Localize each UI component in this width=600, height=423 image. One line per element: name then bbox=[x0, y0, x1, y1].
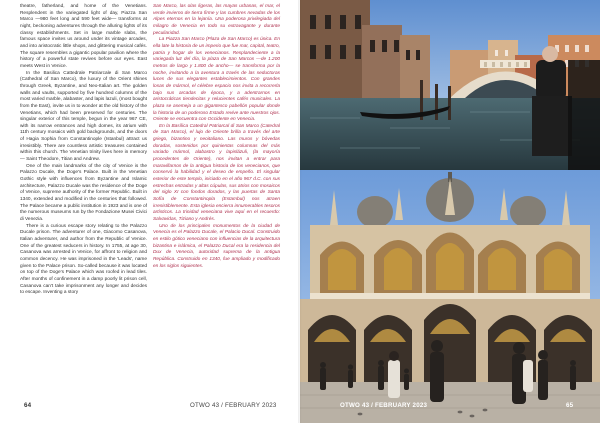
paragraph: La Piazza San Marco (Plaza de San Marco) es única. En ella late la historia de un imperio que fue mar, capital, teatro, patria y hogar de los venecianos. Resplandeciente a la variegada luz del día, la plaza de San Marcos —de 1.200 metros de largo y 1.800 de ancho— se transforma por la noche, invitando a la aventura a través de las seductoras luces de sus elegantes establecimientos. Con grandes losas de mármol, el célebre espacio nos invita a recorrerla bajo sus arcadas de época, y a adentrarnos en aristocráticas tiendecitas y relucientes cafés musicales. La plaza se asemeja a un gigantesco pabellón popular donde la historia de un poderoso Estado revive ante nuestros ojos. Oriente se encuentra con Occidente en Venecia. bbox=[153, 37, 281, 123]
paragraph: There is a curious escape story relating to the Palazzo Ducale prison. The adventurer of one, Giacomo Casanova, Italian adventurer, and author from the Republic of Venice. One of the greatest seducers in history. In 1755, at age 30, Casanova was arrested in Venice, for affront to religion and common decency. He was imprisoned in the 'Leads', name given to the Palace prison. So-called because it was located on top of the Doge's Palace which was roofed in lead tiles. After months of confinement in a damp poorly lit prison cell, Casanova can't take imprisonment any longer and decides to escape. Inventing a story bbox=[20, 223, 147, 296]
magazine-issue-right: OTWO 43 / FEBRUARY 2023 bbox=[340, 402, 428, 409]
right-page bbox=[300, 0, 600, 423]
magazine-issue-left: OTWO 43 / FEBRUARY 2023 bbox=[190, 402, 277, 409]
paragraph: theatre, fatherland, and home of the Venetians. Resplendent in the variegated light of day, Piazza San Marco —980 feet long and 590 feet wide— transforms at night, beckoning adventures through the alluring lights of its classy establishments. Set in large marble slabs, the famous space invites us around under its vintage arcades, and into aristocratic little shops, and glittering musical cafés. The square resembles a gigantic popular pavilion where the history of a powerful state revives before our eyes. East meets West in Venice. bbox=[20, 4, 147, 69]
photo-basilica bbox=[300, 170, 600, 423]
paragraph: One of the main landmarks of the city of Venice is the Palazzo Ducale, the Doge's Palace. Built in the Venetian Gothic style with influences from Byzantine and Islamic architecture, Palazzo Ducale was the residence of the Doge of Venice, supreme authority of the former Republic. Built in 1340, extended and modified in the centuries that followed. The Palace became a public institution in 1923 and is one of the numerous museums run by the Fondazione Musei Civici di Venezia. bbox=[20, 163, 147, 222]
page-number-right: 65 bbox=[566, 402, 574, 409]
paragraph: San Marco, las olas ligeras, las mayas urbanas, el mar, el verde invierno de tierra firme y las cumbres nevadas de los Alpes eternos en la lejanía. Una poderosa privilegiada del milagro de Venecia en todo su extravagante y durante peculiaridad. bbox=[153, 4, 280, 36]
paragraph: Uno de los principales monumentos de la ciudad de Venecia es el Palazzo Ducale, el Palacio Ducal. Construido en estilo gótico veneciano con influencias de la arquitectura bizantina e islámica, el Palazzo Ducal era la residencia del Dux de Venecia, autoridad suprema de la antigua República. Construido en 1340, fue ampliado y modificado en los siglos siguientes. bbox=[153, 223, 280, 269]
paragraph: In the Basilica Cattedrale Patriarcale di San Marco (Cathedral of San Marco), the luxury of the Orient shines through Greek, Byzantine, and Neo-Italian art. The golden walls and vaults, supported by five hundred columns of the most varied marble, alabaster, and lapis lazuli, (most bought from the East), invite us in to wonder at the old history of the Venetians, which had been preserved for centuries. The singular exterior of this temple, begun in the year 967 CE, with its narrow entrances and high domes, its atrium with 11th century mosaics with gold backgrounds, and the doors of Hagia Sophia from Constantinople (Istanbul) attract us irresistibly. There are countless artistic treasures contained within this church. The Venetian trinity lives here in memory— Saint Theodore, Titian and Andrew. bbox=[20, 70, 147, 163]
photo-grand-canal bbox=[300, 0, 600, 170]
grand-canal-image bbox=[300, 0, 600, 170]
page-gutter bbox=[298, 0, 302, 423]
paragraph: En la Basílica Catedral Patriarcal di San Marco (Catedral de San Marco), el lujo de Oriente brilla a través del arte griego, bizantino y neoitaliano. Las muros y bóvedas doradas, sostenidos por quinientas columnas del más variado mármol, alabastro y lapislázuli, (la mayoría procedentes de Oriente), nos invitan a entrar para maravillarnos de la antigua historia de los venecianos, que conservó la habilidad y el deseo de empeño. El singular exterior de este templo, iniciado en el año 967 d.C. con sus estrechas entradas y altas cúpulas, sus atrios con mosaicos del siglo XI con fondos dorados, y las puertas de Santa Sofía de Constantinopla (Estambul) nos atraen irresistiblemente. Esta iglesia encierra innumerables tesoros artísticos. La trinidad veneciana vive aquí en el recuerdo: Salvavidas, Tiziano y Andrés. bbox=[153, 123, 280, 222]
basilica-san-marco-image bbox=[300, 170, 600, 423]
spanish-text-column bbox=[153, 4, 280, 270]
english-text-column bbox=[20, 4, 147, 297]
page-number-left: 64 bbox=[24, 402, 32, 409]
